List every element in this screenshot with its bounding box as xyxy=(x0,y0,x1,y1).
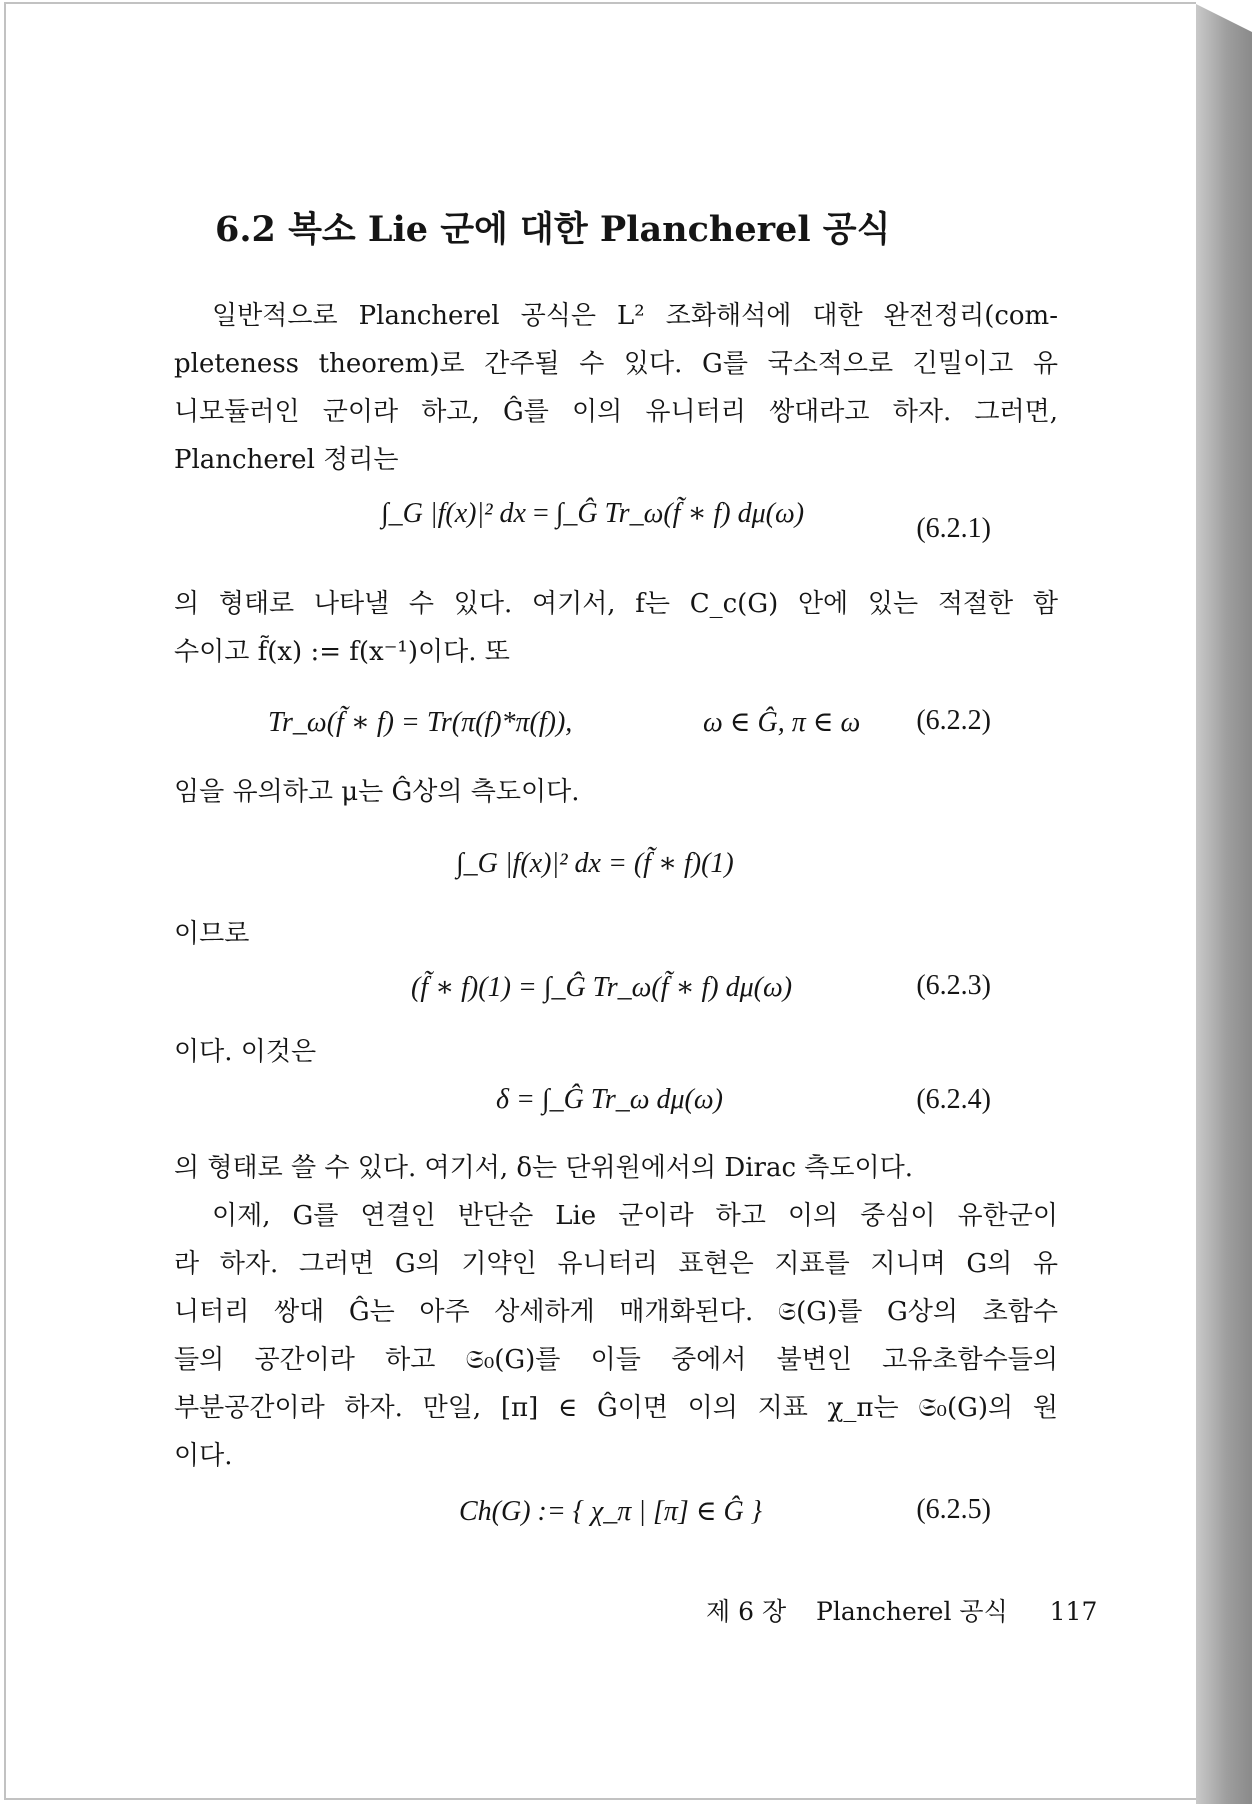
equation-number: (6.2.4) xyxy=(916,1084,991,1115)
paragraph-line: 부분공간이라 하자. 만일, [π] ∈ Ĝ이면 이의 지표 χ_π는 𝔖₀(G)의 원 xyxy=(174,1393,1058,1423)
paragraph-line: 이제, G를 연결인 반단순 Lie 군이라 하고 이의 중심이 유한군이 xyxy=(212,1201,1058,1231)
paragraph-line: 니터리 쌍대 Ĝ는 아주 상세하게 매개화된다. 𝔖(G)를 G상의 초함수 xyxy=(174,1297,1058,1327)
equation-6-2-5: Ch(G) := { χ_π | [π] ∈ Ĝ } xyxy=(459,1496,762,1527)
footer-title: Plancherel 공식 xyxy=(816,1597,1008,1626)
equation-number: (6.2.2) xyxy=(916,705,991,736)
paragraph-line: 라 하자. 그러면 G의 기약인 유니터리 표현은 지표를 지니며 G의 유 xyxy=(174,1249,1058,1279)
paragraph-line: 임을 유의하고 μ는 Ĝ상의 측도이다. xyxy=(174,777,580,807)
paragraph-line: 들의 공간이라 하고 𝔖₀(G)를 이들 중에서 불변인 고유초함수들의 xyxy=(174,1345,1058,1375)
page-number: 117 xyxy=(1049,1597,1098,1626)
page-footer xyxy=(706,1592,1098,1628)
equation-number: (6.2.3) xyxy=(916,970,991,1001)
paragraph-line: 의 형태로 쓸 수 있다. 여기서, δ는 단위원에서의 Dirac 측도이다. xyxy=(174,1153,914,1183)
equation-6-2-2-right: ω ∈ Ĝ, π ∈ ω xyxy=(703,707,861,738)
equation-6-2-1: ∫_G |f(x)|² dx = ∫_Ĝ Tr_ω(f̃ ∗ f) dμ(ω) xyxy=(381,498,805,529)
equation-unnumbered: ∫_G |f(x)|² dx = (f̃ ∗ f)(1) xyxy=(456,848,734,879)
paragraph-line: 이다. 이것은 xyxy=(174,1037,317,1067)
paragraph-line: 이다. xyxy=(174,1441,233,1471)
paragraph-line: Plancherel 정리는 xyxy=(174,445,399,475)
equation-rhs: ∫_Ĝ Tr_ω(f̃ ∗ f) dμ(ω) xyxy=(555,498,805,529)
paragraph-line: pleteness theorem)로 간주될 수 있다. G를 국소적으로 긴밀이고 유 xyxy=(174,349,1058,379)
section-heading: 6.2 복소 Lie 군에 대한 Plancherel 공식 xyxy=(215,209,891,250)
footer-chapter: 제 6 장 xyxy=(706,1597,787,1626)
paragraph-line: 일반적으로 Plancherel 공식은 L² 조화해석에 대한 완전정리(com- xyxy=(212,301,1058,331)
book-page xyxy=(4,2,1196,1800)
paragraph-line: 수이고 f̃(x) := f(x⁻¹)이다. 또 xyxy=(174,637,510,667)
paragraph-line: 의 형태로 나타낼 수 있다. 여기서, f는 C_c(G) 안에 있는 적절한 함 xyxy=(174,589,1058,619)
equation-6-2-4: δ = ∫_Ĝ Tr_ω dμ(ω) xyxy=(496,1084,723,1115)
equation-6-2-2-left: Tr_ω(f̃ ∗ f) = Tr(π(f)*π(f)), xyxy=(268,707,573,738)
equation-6-2-3: (f̃ ∗ f)(1) = ∫_Ĝ Tr_ω(f̃ ∗ f) dμ(ω) xyxy=(411,972,793,1003)
paragraph-line: 니모듈러인 군이라 하고, Ĝ를 이의 유니터리 쌍대라고 하자. 그러면, xyxy=(174,397,1058,427)
paragraph-line: 이므로 xyxy=(174,919,250,949)
book-page-edge xyxy=(1196,4,1252,1804)
equation-number: (6.2.1) xyxy=(916,513,991,544)
equation-lhs: ∫_G |f(x)|² dx xyxy=(381,498,526,529)
equation-number: (6.2.5) xyxy=(916,1494,991,1525)
